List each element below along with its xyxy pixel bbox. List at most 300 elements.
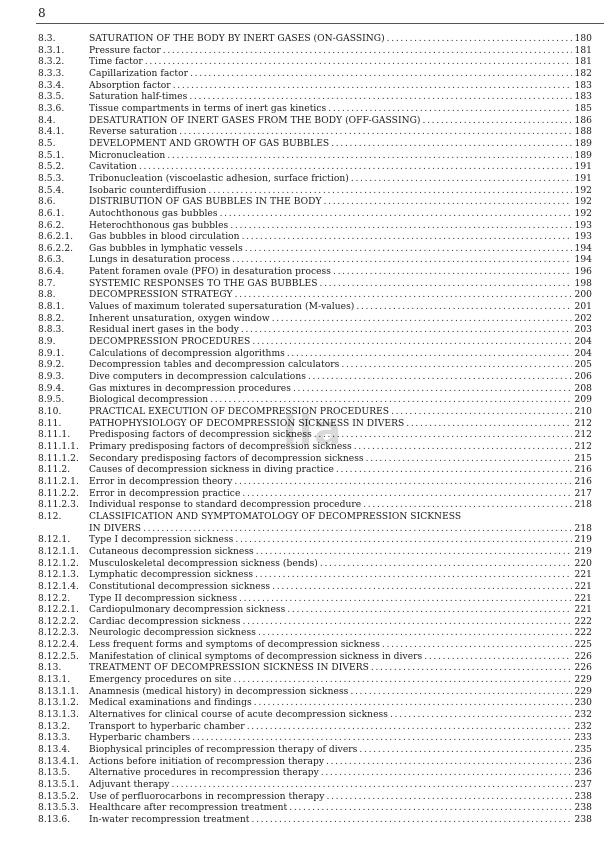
toc-entry[interactable] — [38, 663, 592, 675]
toc-entry[interactable] — [38, 407, 592, 419]
toc-entry-number: 8.5.3. — [38, 173, 65, 184]
toc-entry-page: 193 — [574, 232, 592, 243]
toc-entry-title: Neurologic decompression sickness — [89, 628, 256, 639]
dot-leader — [245, 244, 572, 256]
toc-entry-page: 192 — [574, 197, 592, 208]
dot-leader — [328, 104, 572, 116]
toc-entry-title: Reverse saturation — [89, 127, 178, 138]
toc-entry-number: 8.12.2.4. — [38, 640, 79, 651]
toc-entry-number: 8.12.1.4. — [38, 581, 79, 592]
toc-entry-number: 8.11.2.1. — [38, 476, 79, 487]
toc-entry[interactable] — [38, 489, 592, 501]
toc-entry-page: 205 — [574, 360, 592, 371]
toc-entry-title: IN DIVERS — [89, 523, 142, 534]
dot-leader — [252, 815, 572, 827]
dot-leader — [331, 139, 572, 151]
toc-entry[interactable] — [38, 186, 592, 198]
dot-leader — [208, 186, 572, 198]
dot-leader — [308, 372, 572, 384]
toc-entry-page: 204 — [574, 337, 592, 348]
dot-leader — [387, 34, 572, 46]
toc-entry-page: 203 — [574, 325, 592, 336]
toc-entry[interactable] — [38, 290, 592, 302]
toc-entry[interactable] — [38, 570, 592, 582]
toc-entry[interactable] — [38, 792, 592, 804]
dot-leader — [327, 792, 573, 804]
dot-leader — [145, 57, 572, 69]
toc-entry-page: 232 — [574, 721, 592, 732]
toc-entry[interactable] — [38, 267, 592, 279]
dot-leader — [252, 337, 572, 349]
dot-leader — [242, 489, 572, 501]
toc-entry[interactable] — [38, 454, 592, 466]
toc-entry-page: 185 — [574, 103, 592, 114]
toc-entry-number: 8.8.3. — [38, 325, 65, 336]
dot-leader — [234, 477, 572, 489]
toc-entry-page: 196 — [574, 267, 592, 278]
toc-entry-page: 237 — [574, 780, 592, 790]
toc-entry-page: 221 — [574, 581, 592, 592]
toc-entry-number: 8.13.3. — [38, 733, 71, 744]
toc-entry-title: Cutaneous decompression sickness — [89, 546, 254, 557]
toc-entry-number: 8.6.2.1. — [38, 232, 74, 243]
dot-leader — [341, 360, 572, 372]
toc-entry-number: 8.6.1. — [38, 208, 65, 219]
dot-leader — [366, 454, 572, 466]
toc-entry-number: 8.12.2. — [38, 593, 71, 604]
toc-entry[interactable] — [38, 803, 592, 815]
toc-entry[interactable] — [38, 640, 592, 652]
toc-entry-page: 222 — [574, 616, 592, 627]
dot-leader — [235, 290, 572, 302]
toc-entry[interactable] — [38, 57, 592, 69]
toc-entry-title: Healthcare after recompression treatment — [89, 803, 288, 814]
toc-entry-page: 183 — [574, 80, 592, 91]
toc-entry-title: Transport to hyperbaric chamber — [89, 721, 245, 732]
toc-entry-title: DESATURATION OF INERT GASES FROM THE BODY (OFF-GASSING) — [89, 115, 421, 126]
toc-entry-title: Saturation half-times — [89, 92, 188, 103]
toc-entry-number: 8.12.1.3. — [38, 570, 79, 581]
toc-entry-title: Predisposing factors of decompression sickness — [89, 430, 312, 441]
toc-entry-number: 8.12.1.1. — [38, 546, 79, 557]
toc-entry[interactable] — [38, 174, 592, 186]
toc-entry[interactable] — [38, 255, 592, 267]
toc-entry[interactable] — [38, 547, 592, 559]
toc-entry-page: 226 — [574, 663, 592, 674]
toc-entry-number: 8.13.2. — [38, 721, 71, 732]
toc-entry-title: Decompression tables and decompression calculators — [89, 360, 340, 371]
dot-leader — [189, 92, 572, 104]
toc-entry[interactable] — [38, 139, 592, 151]
toc-entry-number: 8.3.4. — [38, 80, 65, 91]
toc-entry[interactable] — [38, 337, 592, 349]
toc-entry[interactable] — [38, 302, 592, 314]
dot-leader — [247, 722, 572, 734]
dot-leader — [350, 687, 572, 699]
toc-entry[interactable] — [38, 477, 592, 489]
toc-entry-title: Adjuvant therapy — [89, 780, 170, 790]
toc-entry[interactable] — [38, 500, 592, 512]
toc-entry-page: 192 — [574, 208, 592, 219]
dot-leader — [314, 430, 572, 442]
toc-entry-page: 202 — [574, 313, 592, 324]
toc-entry-title: Cardiac decompression sickness — [89, 616, 241, 627]
toc-entry-number: 8.4. — [38, 115, 56, 126]
toc-entry-page: 193 — [574, 220, 592, 231]
toc-entry-number: 8.3.1. — [38, 45, 65, 56]
toc-entry[interactable] — [38, 780, 592, 792]
toc-entry-title: Primary predisposing factors of decompression sickness — [89, 441, 352, 452]
toc-entry-page: 233 — [574, 733, 592, 744]
toc-entry-title: Alternative procedures in recompression therapy — [89, 768, 319, 779]
toc-entry[interactable] — [38, 605, 592, 617]
toc-entry-number: 8.5.2. — [38, 162, 65, 173]
dot-leader — [320, 279, 572, 291]
toc-entry-number: 8.13.1.2. — [38, 698, 79, 709]
toc-entry-title: Anamnesis (medical history) in decompression sickness — [89, 686, 349, 697]
toc-entry[interactable] — [38, 104, 592, 116]
toc-entry-title: Autochthonous gas bubbles — [89, 208, 218, 219]
toc-entry-page: 186 — [574, 115, 592, 126]
toc-entry[interactable] — [38, 221, 592, 233]
toc-entry-number: 8.11. — [38, 418, 62, 429]
toc-entry-page: 221 — [574, 605, 592, 616]
toc-entry[interactable] — [38, 559, 592, 571]
toc-entry-title: Capillarization factor — [89, 68, 189, 79]
toc-entry-page: 206 — [574, 372, 592, 383]
toc-entry-number: 8.13.1.3. — [38, 710, 79, 721]
toc-entry-number: 8.12.2.5. — [38, 651, 79, 662]
dot-leader — [326, 757, 572, 769]
toc-entry-number: 8.13.4.1. — [38, 756, 79, 767]
dot-leader — [287, 605, 572, 617]
toc-entry-number: 8.3.6. — [38, 103, 65, 114]
toc-entry-page: 200 — [574, 290, 592, 301]
toc-entry[interactable] — [38, 815, 592, 827]
toc-entry-page: 215 — [574, 453, 592, 464]
toc-entry-title: Patent foramen ovale (PFO) in desaturation process — [89, 267, 331, 278]
toc-entry-title: Gas bubbles in lymphatic vessels — [89, 243, 243, 254]
dot-leader — [351, 174, 572, 186]
toc-entry-number: 8.12.2.2. — [38, 616, 79, 627]
toc-entry[interactable] — [38, 710, 592, 722]
toc-entry-page: 222 — [574, 628, 592, 639]
toc-entry-page: 210 — [574, 407, 592, 417]
toc-entry[interactable] — [38, 524, 592, 536]
toc-entry-number: 8.13.1.1. — [38, 686, 79, 697]
toc-entry-page: 235 — [574, 745, 592, 756]
toc-entry[interactable] — [38, 325, 592, 337]
toc-entry-number: 8.13.4. — [38, 745, 71, 756]
toc-entry-title: Lungs in desaturation process — [89, 255, 231, 266]
toc-entry-title: Tissue compartments in terms of inert gas kinetics — [89, 103, 327, 114]
dot-leader — [239, 594, 572, 606]
dot-leader — [235, 535, 572, 547]
dot-leader — [258, 628, 572, 640]
toc-entry-title: Micronucleation — [89, 150, 166, 161]
toc-entry-page: 232 — [574, 710, 592, 721]
dot-leader — [336, 465, 572, 477]
toc-entry-page: 216 — [574, 476, 592, 487]
toc-entry-page: 209 — [574, 395, 592, 406]
toc-entry-title: Musculoskeletal decompression sickness (bends) — [89, 558, 318, 569]
toc-entry-page: 217 — [574, 488, 592, 499]
toc-entry[interactable] — [38, 722, 592, 734]
toc-entry[interactable] — [38, 698, 592, 710]
toc-entry-title: Heterochthonous gas bubbles — [89, 220, 229, 231]
dot-leader — [272, 582, 572, 594]
toc-entry-page: 212 — [574, 430, 592, 441]
toc-entry-number: 8.12.2.3. — [38, 628, 79, 639]
toc-entry-title: SYSTEMIC RESPONSES TO THE GAS BUBBLES — [89, 278, 318, 289]
dot-leader — [190, 69, 572, 81]
dot-leader — [254, 698, 572, 710]
dot-leader — [354, 442, 572, 454]
toc-entry-page: 188 — [574, 127, 592, 138]
toc-entry-number: 8.8. — [38, 290, 56, 301]
toc-entry[interactable] — [38, 349, 592, 361]
toc-entry-title: Alternatives for clinical course of acute decompression sickness — [89, 710, 388, 721]
dot-leader — [293, 384, 572, 396]
toc-entry-number: 8.6.3. — [38, 255, 65, 266]
page-number: 8 — [38, 6, 46, 20]
dot-leader — [256, 547, 572, 559]
toc-entry[interactable] — [38, 582, 592, 594]
toc-entry-title: DECOMPRESSION PROCEDURES — [89, 337, 251, 348]
toc-entry[interactable] — [38, 628, 592, 640]
dot-leader — [163, 46, 572, 58]
toc-entry-title: Error in decompression practice — [89, 488, 241, 499]
dot-leader — [234, 675, 573, 687]
toc-entry-number: 8.5.4. — [38, 185, 65, 196]
toc-entry-number: 8.11.1.1. — [38, 441, 79, 452]
toc-entry-page: 230 — [574, 698, 592, 709]
toc-entry-page: 192 — [574, 185, 592, 196]
dot-leader — [321, 768, 572, 780]
toc-entry-page: 212 — [574, 441, 592, 452]
dot-leader — [242, 232, 572, 244]
toc-entry-number: 8.6.2.2. — [38, 243, 74, 254]
toc-entry[interactable] — [38, 244, 592, 256]
toc-entry-page: 236 — [574, 756, 592, 767]
toc-entry-page: 238 — [574, 791, 592, 802]
toc-entry-number: 8.7. — [38, 278, 56, 289]
toc-entry-number: 8.3. — [38, 34, 56, 44]
watermark: ila — [283, 408, 344, 454]
toc-entry-page: 181 — [574, 57, 592, 68]
toc-entry-number: 8.5. — [38, 138, 56, 149]
toc-entry-title: Pressure factor — [89, 45, 161, 56]
toc-entry-number: 8.12.1.2. — [38, 558, 79, 569]
toc-entry-page: 189 — [574, 138, 592, 149]
toc-entry-page: 229 — [574, 675, 592, 686]
toc-entry[interactable] — [38, 162, 592, 174]
dot-leader — [173, 81, 572, 93]
toc-entry-title: Time factor — [89, 57, 143, 68]
toc-entry-page: 208 — [574, 383, 592, 394]
toc-entry-number: 8.13.5.2. — [38, 791, 79, 802]
toc-entry[interactable] — [38, 232, 592, 244]
toc-entry-page: 220 — [574, 558, 592, 569]
toc-entry[interactable] — [38, 209, 592, 221]
toc-entry-title: Emergency procedures on site — [89, 675, 232, 686]
toc-entry[interactable] — [38, 465, 592, 477]
toc-entry-page: 180 — [574, 34, 592, 44]
toc-entry-title: TREATMENT OF DECOMPRESSION SICKNESS IN DIVERS — [89, 663, 369, 674]
toc-entry[interactable] — [38, 279, 592, 291]
toc-entry-number: 8.4.1. — [38, 127, 65, 138]
toc-entry-number: 8.13.6. — [38, 814, 71, 825]
toc-entry-page: 225 — [574, 640, 592, 651]
toc-entry-page: 221 — [574, 593, 592, 604]
toc-entry[interactable] — [38, 757, 592, 769]
table-of-contents — [38, 34, 592, 827]
dot-leader — [423, 116, 573, 128]
toc-entry-number: 8.11.2.2. — [38, 488, 79, 499]
toc-entry-title: Residual inert gases in the body — [89, 325, 239, 336]
toc-entry-title: Biological decompression — [89, 395, 209, 406]
dot-leader — [192, 733, 572, 745]
toc-entry-page: 226 — [574, 651, 592, 662]
toc-entry-page: 191 — [574, 173, 592, 184]
toc-entry-title: Inherent unsaturation, oxygen window — [89, 313, 270, 324]
toc-entry[interactable] — [38, 745, 592, 757]
dot-leader — [139, 162, 572, 174]
toc-entry[interactable] — [38, 81, 592, 93]
dot-leader — [243, 617, 572, 629]
toc-entry-page: 218 — [574, 523, 592, 534]
toc-entry[interactable] — [38, 360, 592, 372]
toc-entry[interactable] — [38, 594, 592, 606]
toc-entry-title: PRACTICAL EXECUTION OF DECOMPRESSION PROCEDURES — [89, 407, 390, 417]
toc-entry[interactable] — [38, 314, 592, 326]
toc-entry-number: 8.12.2.1. — [38, 605, 79, 616]
toc-entry[interactable] — [38, 34, 592, 46]
toc-entry-page: 219 — [574, 535, 592, 546]
toc-entry[interactable] — [38, 768, 592, 780]
toc-entry-page: 218 — [574, 500, 592, 511]
toc-entry-title: Biophysical principles of recompression therapy of divers — [89, 745, 358, 756]
toc-entry-page: 183 — [574, 92, 592, 103]
toc-entry-number: 8.11.1. — [38, 430, 71, 441]
toc-entry-title: Medical examinations and findings — [89, 698, 252, 709]
toc-entry[interactable] — [38, 512, 592, 524]
toc-entry-number: 8.9. — [38, 337, 56, 348]
dot-leader — [143, 524, 572, 536]
toc-entry[interactable] — [38, 46, 592, 58]
dot-leader — [167, 151, 572, 163]
toc-entry-title: CLASSIFICATION AND SYMPTOMATOLOGY OF DECOMPRESSION SICKNESS — [89, 511, 462, 522]
dot-leader — [232, 255, 572, 267]
toc-entry-page: 216 — [574, 465, 592, 476]
toc-entry-number: 8.3.3. — [38, 68, 65, 79]
dot-leader — [287, 349, 572, 361]
toc-entry-title: Constitutional decompression sickness — [89, 581, 271, 592]
toc-entry-page: 194 — [574, 243, 592, 254]
toc-entry-page: 238 — [574, 814, 592, 825]
dot-leader — [210, 395, 572, 407]
toc-entry-title: Cardiopulmonary decompression sickness — [89, 605, 286, 616]
toc-entry[interactable] — [38, 69, 592, 81]
toc-entry[interactable] — [38, 687, 592, 699]
toc-entry-title: Tribonucleation (viscoelastic adhesion, surface friction) — [89, 173, 349, 184]
toc-entry-page: 204 — [574, 348, 592, 359]
toc-entry[interactable] — [38, 372, 592, 384]
toc-entry[interactable] — [38, 151, 592, 163]
dot-leader — [333, 267, 572, 279]
toc-entry-title: In-water recompression treatment — [89, 814, 250, 825]
toc-entry-page: 198 — [574, 278, 592, 289]
dot-leader — [272, 314, 572, 326]
dot-leader — [363, 500, 572, 512]
toc-entry-number: 8.13.5. — [38, 768, 71, 779]
toc-entry-page: 191 — [574, 162, 592, 173]
toc-entry-number: 8.6.4. — [38, 267, 65, 278]
toc-entry[interactable] — [38, 733, 592, 745]
toc-entry[interactable] — [38, 652, 592, 664]
toc-entry[interactable] — [38, 535, 592, 547]
dot-leader — [324, 197, 572, 209]
toc-entry-title: Actions before initiation of recompression therapy — [89, 756, 325, 767]
toc-entry-number: 8.3.2. — [38, 57, 65, 68]
dot-leader — [356, 302, 572, 314]
dot-leader — [391, 407, 572, 419]
toc-entry[interactable] — [38, 430, 592, 442]
toc-entry-title: Causes of decompression sickness in diving practice — [89, 465, 334, 476]
toc-entry[interactable] — [38, 617, 592, 629]
toc-entry-title: Error in decompression theory — [89, 476, 233, 487]
toc-entry-page: 182 — [574, 68, 592, 79]
toc-entry-number: 8.3.5. — [38, 92, 65, 103]
toc-entry[interactable] — [38, 92, 592, 104]
toc-entry-title: Type II decompression sickness — [89, 593, 238, 604]
toc-entry-title: Individual response to standard decompression procedure — [89, 500, 362, 511]
toc-entry-number: 8.11.2.3. — [38, 500, 79, 511]
dot-leader — [220, 209, 572, 221]
toc-entry-title: Lymphatic decompression sickness — [89, 570, 254, 581]
dot-leader — [255, 570, 572, 582]
toc-entry-title: DISTRIBUTION OF GAS BUBBLES IN THE BODY — [89, 197, 322, 208]
dot-leader — [406, 419, 572, 431]
toc-entry[interactable] — [38, 395, 592, 407]
toc-entry-page: 229 — [574, 686, 592, 697]
dot-leader — [424, 652, 572, 664]
toc-entry-number: 8.10. — [38, 407, 62, 417]
toc-entry[interactable] — [38, 127, 592, 139]
toc-entry[interactable] — [38, 197, 592, 209]
toc-entry-page: 236 — [574, 768, 592, 779]
toc-entry-number: 8.12.1. — [38, 535, 71, 546]
toc-entry[interactable] — [38, 116, 592, 128]
toc-entry[interactable] — [38, 442, 592, 454]
dot-leader — [359, 745, 572, 757]
toc-entry-title: Type I decompression sickness — [89, 535, 234, 546]
toc-entry-title: Gas mixtures in decompression procedures — [89, 383, 291, 394]
toc-entry[interactable] — [38, 675, 592, 687]
toc-entry[interactable] — [38, 384, 592, 396]
dot-leader — [371, 663, 572, 675]
toc-entry-title: SATURATION OF THE BODY BY INERT GASES (ON-GASSING) — [89, 34, 385, 44]
toc-entry-title: Isobaric counterdiffusion — [89, 185, 207, 196]
toc-entry-number: 8.9.2. — [38, 360, 65, 371]
toc-entry-page: 212 — [574, 418, 592, 429]
header-rule — [36, 23, 604, 24]
toc-entry[interactable] — [38, 419, 592, 431]
toc-entry-number: 8.13. — [38, 663, 62, 674]
dot-leader — [289, 803, 572, 815]
toc-entry-number: 8.6. — [38, 197, 56, 208]
toc-entry-title: PATHOPHYSIOLOGY OF DECOMPRESSION SICKNESS IN DIVERS — [89, 418, 405, 429]
